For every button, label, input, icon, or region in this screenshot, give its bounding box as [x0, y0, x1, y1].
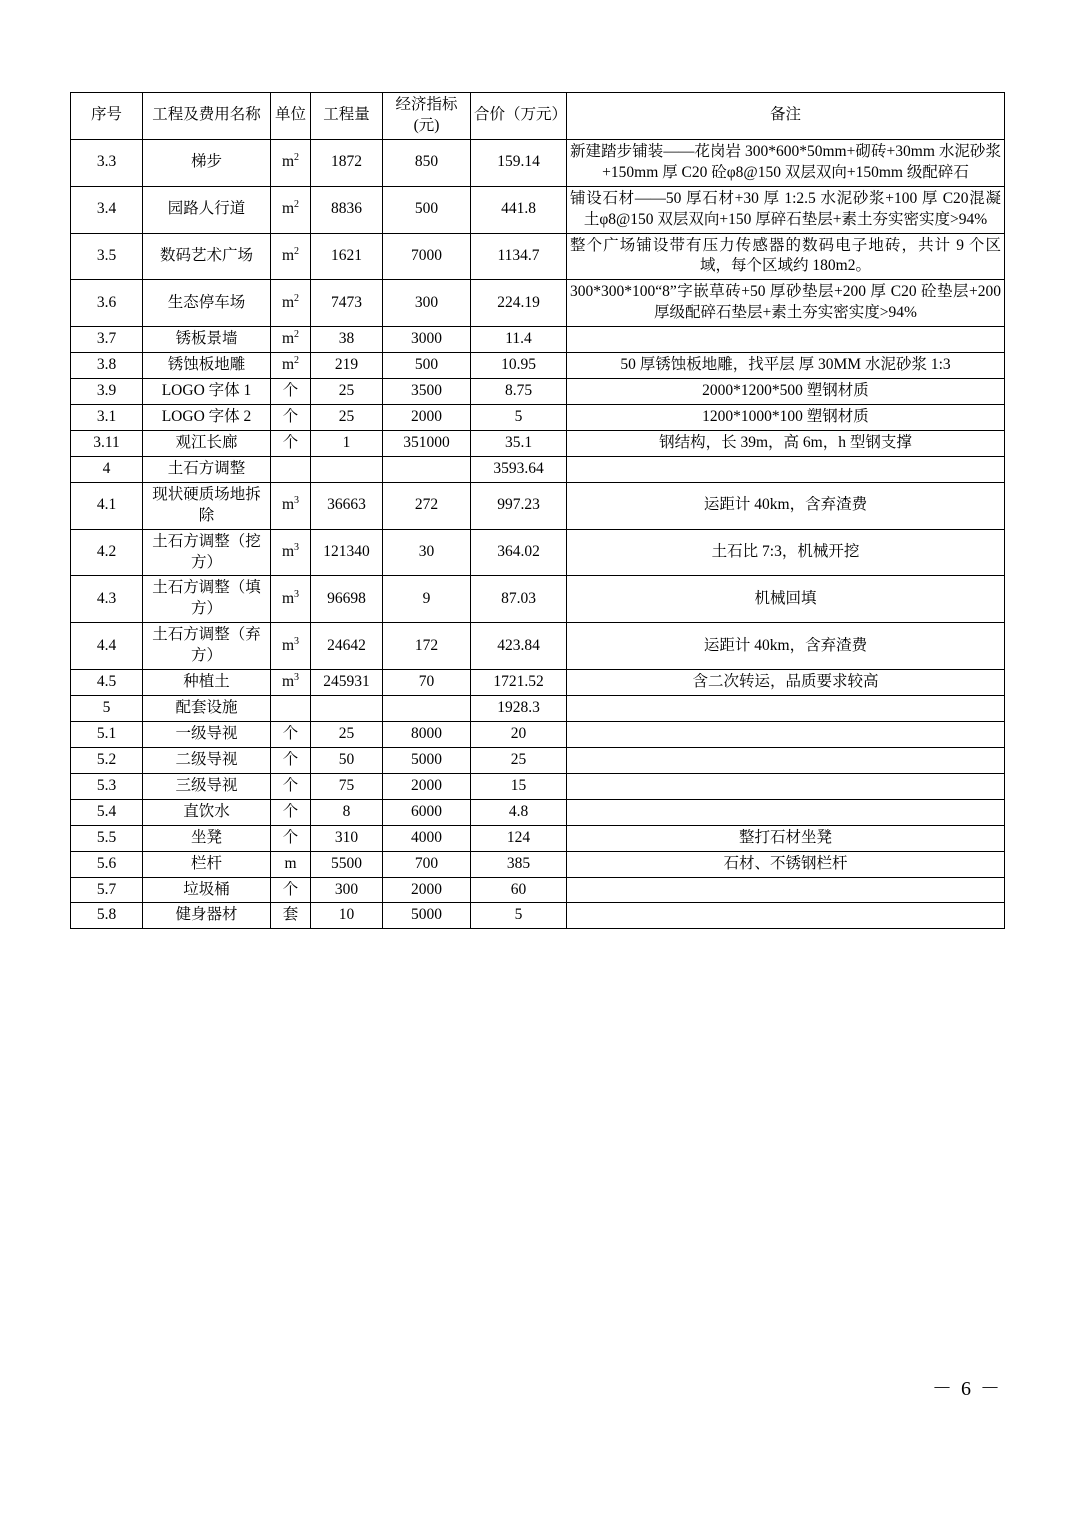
cell-total: 423.84 [471, 623, 567, 670]
cell-quantity: 7473 [311, 280, 383, 327]
cell-no: 3.4 [71, 186, 143, 233]
cell-name: 种植土 [143, 670, 271, 696]
cell-name: 锈蚀板地雕 [143, 353, 271, 379]
cell-no: 4.1 [71, 482, 143, 529]
cell-no: 5.5 [71, 825, 143, 851]
cell-note [567, 773, 1005, 799]
cell-quantity: 10 [311, 903, 383, 929]
cell-quantity: 25 [311, 404, 383, 430]
cell-total: 8.75 [471, 379, 567, 405]
cell-quantity: 50 [311, 747, 383, 773]
table-row [71, 456, 1005, 482]
cell-note: 运距计 40km，含弃渣费 [567, 482, 1005, 529]
table-row [71, 327, 1005, 353]
cell-unit [271, 799, 311, 825]
cell-note: 50 厚锈蚀板地雕，找平层 厚 30MM 水泥砂浆 1:3 [567, 353, 1005, 379]
cell-unit [271, 529, 311, 576]
unit-exponent: 2 [294, 329, 300, 341]
cell-note: 整打石材坐凳 [567, 825, 1005, 851]
cell-note [567, 456, 1005, 482]
table-row [71, 623, 1005, 670]
unit-exponent: 2 [294, 152, 300, 164]
cell-quantity [311, 456, 383, 482]
cell-no: 5.6 [71, 851, 143, 877]
cell-index [383, 696, 471, 722]
cell-note [567, 903, 1005, 929]
cell-total: 224.19 [471, 280, 567, 327]
cell-total: 997.23 [471, 482, 567, 529]
cell-no: 4.2 [71, 529, 143, 576]
cell-quantity: 8836 [311, 186, 383, 233]
unit-exponent: 3 [294, 588, 300, 600]
cell-no: 5.2 [71, 747, 143, 773]
table-row [71, 529, 1005, 576]
unit-text: 个 [282, 433, 299, 451]
cell-name: 直饮水 [143, 799, 271, 825]
cell-total: 3593.64 [471, 456, 567, 482]
cell-note: 含二次转运，品质要求较高 [567, 670, 1005, 696]
cell-unit [271, 696, 311, 722]
cell-unit [271, 851, 311, 877]
cell-name: 数码艺术广场 [143, 233, 271, 280]
cost-breakdown-table [70, 92, 1005, 929]
cell-unit [271, 430, 311, 456]
cell-name: LOGO 字体 1 [143, 379, 271, 405]
cell-total: 124 [471, 825, 567, 851]
cell-note: 2000*1200*500 塑钢材质 [567, 379, 1005, 405]
cell-no: 4.3 [71, 576, 143, 623]
cell-note: 石材、不锈钢栏杆 [567, 851, 1005, 877]
table-row [71, 280, 1005, 327]
cell-total: 1134.7 [471, 233, 567, 280]
unit-text: m [281, 673, 295, 691]
unit-text: 个 [282, 776, 299, 794]
cell-name: 梯步 [143, 139, 271, 186]
cell-unit [271, 233, 311, 280]
cell-no: 3.5 [71, 233, 143, 280]
cell-quantity: 121340 [311, 529, 383, 576]
column-header-quantity: 工程量 [311, 93, 383, 140]
cell-index: 3500 [383, 379, 471, 405]
cell-index: 5000 [383, 747, 471, 773]
cell-name: 生态停车场 [143, 280, 271, 327]
table-body [71, 139, 1005, 929]
unit-text: m [281, 293, 295, 311]
cell-total: 15 [471, 773, 567, 799]
cell-note: 运距计 40km，含弃渣费 [567, 623, 1005, 670]
table-row [71, 379, 1005, 405]
cell-quantity: 25 [311, 721, 383, 747]
cell-index: 500 [383, 186, 471, 233]
table-row [71, 851, 1005, 877]
table-row [71, 903, 1005, 929]
cell-total: 364.02 [471, 529, 567, 576]
column-header-no: 序号 [71, 93, 143, 140]
cell-total: 60 [471, 877, 567, 903]
cell-total: 1721.52 [471, 670, 567, 696]
table-row [71, 696, 1005, 722]
table-row [71, 482, 1005, 529]
cell-no: 3.11 [71, 430, 143, 456]
unit-text: m [281, 543, 295, 561]
cell-no: 3.6 [71, 280, 143, 327]
cell-name: 观江长廊 [143, 430, 271, 456]
unit-text: m [281, 589, 295, 607]
cell-index: 8000 [383, 721, 471, 747]
cell-total: 385 [471, 851, 567, 877]
cell-name: 园路人行道 [143, 186, 271, 233]
cell-total: 5 [471, 903, 567, 929]
cell-quantity: 1872 [311, 139, 383, 186]
cell-total: 25 [471, 747, 567, 773]
cell-note: 土石比 7:3，机械开挖 [567, 529, 1005, 576]
cell-total: 4.8 [471, 799, 567, 825]
column-header-index: 经济指标(元) [383, 93, 471, 140]
cell-no: 5 [71, 696, 143, 722]
cell-total: 441.8 [471, 186, 567, 233]
cell-total: 35.1 [471, 430, 567, 456]
table-row [71, 353, 1005, 379]
cell-unit [271, 773, 311, 799]
cell-no: 4.4 [71, 623, 143, 670]
cell-quantity [311, 696, 383, 722]
unit-text: 个 [282, 828, 299, 846]
table-row [71, 747, 1005, 773]
cell-total: 11.4 [471, 327, 567, 353]
unit-exponent: 3 [294, 495, 300, 507]
cell-no: 3.1 [71, 404, 143, 430]
cell-no: 4.5 [71, 670, 143, 696]
cell-no: 5.4 [71, 799, 143, 825]
unit-text: m [281, 246, 295, 264]
cell-index: 4000 [383, 825, 471, 851]
cell-index: 500 [383, 353, 471, 379]
cell-unit [271, 327, 311, 353]
cell-quantity: 219 [311, 353, 383, 379]
cell-unit [271, 623, 311, 670]
cell-total: 20 [471, 721, 567, 747]
cell-quantity: 310 [311, 825, 383, 851]
cell-total: 5 [471, 404, 567, 430]
table-row [71, 404, 1005, 430]
cell-no: 3.9 [71, 379, 143, 405]
cell-no: 5.8 [71, 903, 143, 929]
cell-name: 健身器材 [143, 903, 271, 929]
unit-text: m [281, 153, 295, 171]
cell-index: 30 [383, 529, 471, 576]
cell-unit [271, 379, 311, 405]
cell-total: 1928.3 [471, 696, 567, 722]
unit-exponent: 2 [294, 198, 300, 210]
cell-name: 土石方调整（挖方） [143, 529, 271, 576]
unit-text: 个 [282, 750, 299, 768]
cell-unit [271, 456, 311, 482]
cell-unit [271, 404, 311, 430]
cell-name: 土石方调整（弃方） [143, 623, 271, 670]
cell-quantity: 8 [311, 799, 383, 825]
cell-quantity: 5500 [311, 851, 383, 877]
table-header-row [71, 93, 1005, 140]
cell-index [383, 456, 471, 482]
cell-unit [271, 903, 311, 929]
cell-index: 6000 [383, 799, 471, 825]
cell-quantity: 245931 [311, 670, 383, 696]
cell-no: 3.8 [71, 353, 143, 379]
cell-unit [271, 721, 311, 747]
unit-exponent: 2 [294, 354, 300, 366]
cell-name: 坐凳 [143, 825, 271, 851]
cell-name: LOGO 字体 2 [143, 404, 271, 430]
cell-unit [271, 186, 311, 233]
cell-index: 850 [383, 139, 471, 186]
cell-index: 5000 [383, 903, 471, 929]
cell-quantity: 1 [311, 430, 383, 456]
table-header [71, 93, 1005, 140]
cell-note: 机械回填 [567, 576, 1005, 623]
unit-text: 套 [282, 906, 299, 924]
cell-note: 钢结构，长 39m，高 6m，h 型钢支撑 [567, 430, 1005, 456]
cell-total: 87.03 [471, 576, 567, 623]
unit-text: 个 [282, 382, 299, 400]
unit-exponent: 2 [294, 292, 300, 304]
unit-exponent: 2 [294, 245, 300, 257]
cell-name: 配套设施 [143, 696, 271, 722]
cell-note [567, 327, 1005, 353]
cell-unit [271, 353, 311, 379]
cell-note [567, 877, 1005, 903]
cell-no: 5.7 [71, 877, 143, 903]
table-row [71, 139, 1005, 186]
cell-index: 300 [383, 280, 471, 327]
cell-no: 5.1 [71, 721, 143, 747]
cell-unit [271, 482, 311, 529]
column-header-name: 工程及费用名称 [143, 93, 271, 140]
cell-note: 新建踏步铺装——花岗岩 300*600*50mm+砌砖+30mm 水泥砂浆+150mm 厚 C20 砼φ8@150 双层双向+150mm 级配碎石 [567, 139, 1005, 186]
cell-unit [271, 825, 311, 851]
cell-no: 3.3 [71, 139, 143, 186]
cell-name: 一级导视 [143, 721, 271, 747]
cell-name: 锈板景墙 [143, 327, 271, 353]
unit-text: m [281, 356, 295, 374]
cell-index: 2000 [383, 404, 471, 430]
unit-text: m [281, 200, 295, 218]
column-header-total: 合价（万元） [471, 93, 567, 140]
table-row [71, 877, 1005, 903]
cell-index: 351000 [383, 430, 471, 456]
cell-index: 70 [383, 670, 471, 696]
cell-name: 土石方调整 [143, 456, 271, 482]
table-row [71, 576, 1005, 623]
cell-name: 土石方调整（填方） [143, 576, 271, 623]
table-row [71, 430, 1005, 456]
table-row [71, 233, 1005, 280]
cell-no: 5.3 [71, 773, 143, 799]
cell-name: 现状硬质场地拆除 [143, 482, 271, 529]
cell-name: 垃圾桶 [143, 877, 271, 903]
cell-quantity: 24642 [311, 623, 383, 670]
unit-text: 个 [282, 407, 299, 425]
cell-note [567, 696, 1005, 722]
table-row [71, 799, 1005, 825]
cell-quantity: 36663 [311, 482, 383, 529]
table-row [71, 721, 1005, 747]
unit-text: m [281, 496, 295, 514]
column-header-note: 备注 [567, 93, 1005, 140]
unit-text: m [281, 330, 295, 348]
cell-name: 栏杆 [143, 851, 271, 877]
cell-index: 172 [383, 623, 471, 670]
cell-total: 10.95 [471, 353, 567, 379]
cell-note: 1200*1000*100 塑钢材质 [567, 404, 1005, 430]
unit-text: 个 [282, 802, 299, 820]
cell-unit [271, 139, 311, 186]
cell-no: 3.7 [71, 327, 143, 353]
cell-index: 9 [383, 576, 471, 623]
unit-exponent: 3 [294, 541, 300, 553]
cell-name: 三级导视 [143, 773, 271, 799]
cell-quantity: 300 [311, 877, 383, 903]
table-row [71, 670, 1005, 696]
cell-unit [271, 670, 311, 696]
cell-index: 272 [383, 482, 471, 529]
cell-index: 7000 [383, 233, 471, 280]
cell-name: 二级导视 [143, 747, 271, 773]
unit-exponent: 3 [294, 671, 300, 683]
cell-quantity: 96698 [311, 576, 383, 623]
cell-unit [271, 576, 311, 623]
cell-quantity: 1621 [311, 233, 383, 280]
cell-note: 整个广场铺设带有压力传感器的数码电子地砖，共计 9 个区域，每个区域约 180m2。 [567, 233, 1005, 280]
unit-exponent: 3 [294, 635, 300, 647]
table-row [71, 773, 1005, 799]
cell-note [567, 747, 1005, 773]
cell-unit [271, 747, 311, 773]
cell-unit [271, 280, 311, 327]
cell-total: 159.14 [471, 139, 567, 186]
unit-text: m [284, 854, 297, 872]
cell-index: 2000 [383, 877, 471, 903]
cell-note [567, 799, 1005, 825]
unit-text: 个 [282, 724, 299, 742]
cell-index: 700 [383, 851, 471, 877]
cell-quantity: 38 [311, 327, 383, 353]
cell-note [567, 721, 1005, 747]
cell-note: 铺设石材——50 厚石材+30 厚 1:2.5 水泥砂浆+100 厚 C20混凝土φ8@150 双层双向+150 厚碎石垫层+素土夯实密实度>94% [567, 186, 1005, 233]
column-header-unit: 单位 [271, 93, 311, 140]
cell-no: 4 [71, 456, 143, 482]
table-row [71, 825, 1005, 851]
unit-text: m [281, 636, 295, 654]
page-number: － 6 － [932, 1378, 1002, 1400]
cell-note: 300*300*100“8”字嵌草砖+50 厚砂垫层+200 厚 C20 砼垫层+200 厚级配碎石垫层+素土夯实密实度>94% [567, 280, 1005, 327]
cell-unit [271, 877, 311, 903]
table-row [71, 186, 1005, 233]
cell-index: 3000 [383, 327, 471, 353]
cell-index: 2000 [383, 773, 471, 799]
unit-text: 个 [282, 880, 299, 898]
cell-quantity: 75 [311, 773, 383, 799]
cell-quantity: 25 [311, 379, 383, 405]
